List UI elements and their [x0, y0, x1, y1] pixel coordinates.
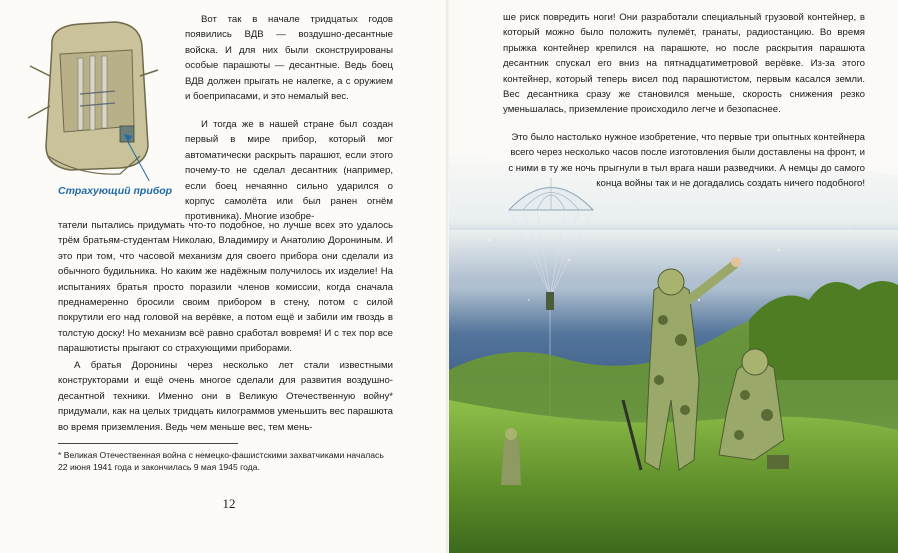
illustration-caption: Страхующий прибор [58, 185, 173, 197]
backpack-icon [28, 22, 158, 181]
footnote-divider [58, 443, 238, 444]
parachute-backpack-illustration [20, 6, 160, 181]
paragraph: ше риск повредить ноги! Они разработали специальный грузовой контейнер, в который можно было положить пулемёт, гранаты, радиостанцию. Во время прыжка контейнер крепился на парашюте, но после раскрытия парашюта десантник спускал его вниз на пятнадцатиметровой верёвке. Из-за этого контейнер, который теперь висел под парашютистом, первым касался земли. Вес десантника сразу же становился меньше, скорость снижения резко уменьшалась, приземление происходило легче и безопаснее. [503, 12, 865, 116]
paragraph: А братья Доронины через несколько лет стали известными конструкторами и ещё очень многое сделали для развития воздушно-десантной техники. Именно они в Великую Отечественную войну* придумали, как на целых тридцать килограммов уменьшить вес парашюта во время приземления. Ведь чем меньше вес, тем мень- [58, 360, 393, 433]
paragraph: татели пытались придумать что-то подобное, но лучше всех это удалось трём братьям-студентам Николаю, Владимиру и Анатолию Дорониным. И это при том, что часовой механизм для своего прибора они сделали из обычного будильника. Но каким же надёжным получилось их изделие! На испытаниях братья просто поразили членов комиссии, когда сначала преднамеренно бросили своим прибором в стену, потом с силой покрутили его над головой на верёвке, а потом ещё и забили им гвоздь в толстую доску! Но механизм всё равно сработал вовремя! И с тех пор все парашютисты прыгают со страхующими приборами. [58, 220, 393, 355]
page-number: 12 [222, 496, 236, 511]
paragraph: И тогда же в нашей стране был создан первый в мире прибор, который мог автоматически раскрыть парашют, если этого почему-то не сделал десантник (например, если боец нечаянно сильно ударился о корпус самолёта или был ранен огнём противника). Многие изобре- [185, 119, 393, 223]
paragraph: Вот так в начале тридцатых годов появились ВДВ — воздушно-десантные войска. И для них были сконструированы особые парашюты — десантные. Ведь боец ВДВ должен прыгать не налегке, а с оружием и боеприпасами, и это немалый вес. [185, 14, 393, 103]
footnote: * Великая Отечественная война с немецко-фашистскими захватчиками началась 22 июня 1941 года и закончилась 9 мая 1945 года. [58, 450, 384, 473]
paragraph: Это было настолько нужное изобретение, что первые три опытных контейнера всего через несколько часов после изготовления были доставлены на фронт, и с ними в ту же ночь прыгнули в тыл врага наши разведчики. А немцы до самого конца войны так и не догадались создать ничего подобного! [508, 132, 865, 190]
right-page [449, 0, 898, 553]
